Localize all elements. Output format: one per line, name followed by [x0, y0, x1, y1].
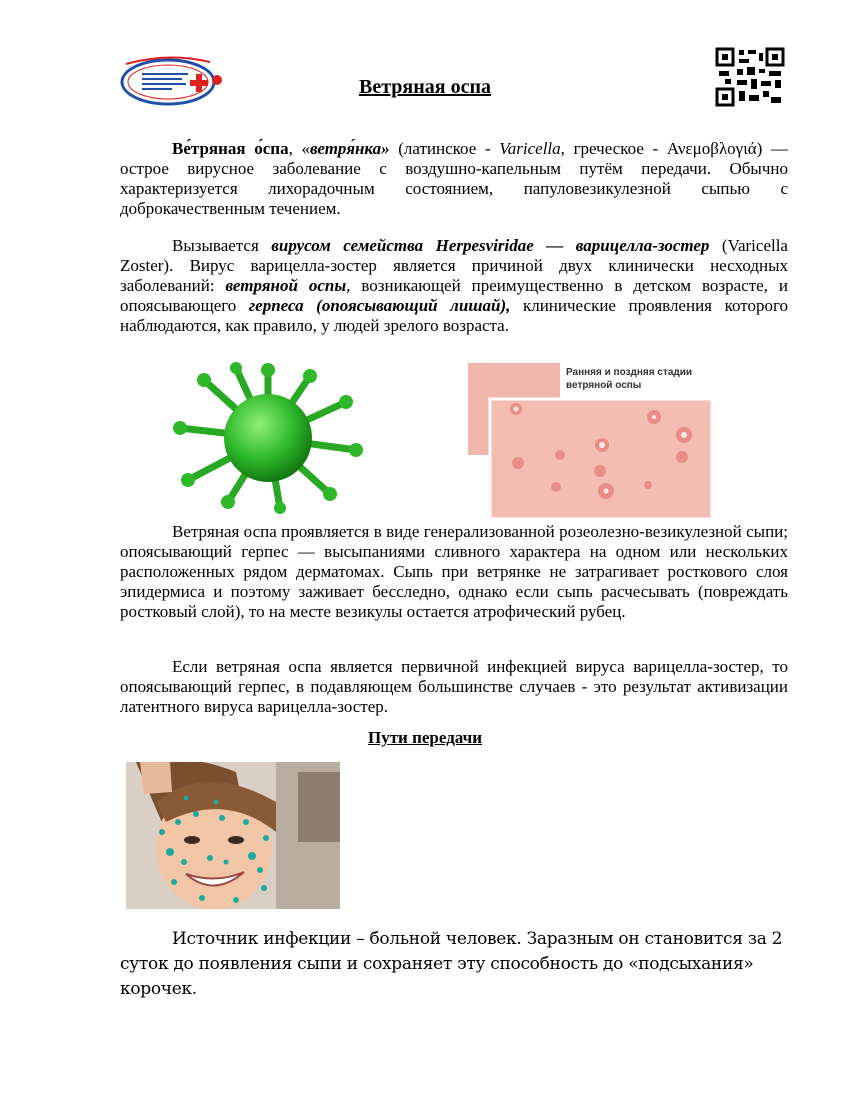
section-title: Пути передачи [367, 728, 483, 747]
intro-separator: , « [288, 139, 310, 158]
child-photo [126, 762, 340, 909]
virus-illustration [170, 362, 366, 514]
skin-rash-photo [468, 363, 712, 519]
skin-caption-line1: Ранняя и поздняя стадии [566, 367, 693, 378]
cause-text-2: (Varicella Zoster). Вирус варицелла-зостер является причиной двух клинически несходных заболеваний: [120, 236, 788, 295]
disease-chickenpox: ветряной оспы [225, 276, 347, 295]
cause-text-4: клинические проявления которого наблюдаются, как правило, у людей зрелого возраста. [120, 296, 788, 335]
intro-text-2: , греческое - Ανεμοβλογιά) — острое вирусное заболевание с воздушно-капельным путём передачи. Обычно характеризуется лихорадочным состоянием, папуловезикулезной сыпью с доброкачественным течением. [120, 139, 788, 218]
disease-herpes: герпеса (опоясывающий лишай), [248, 296, 511, 315]
manifestation-paragraph: Ветряная оспа проявляется в виде генерализованной розеолезно-везикулезной сыпи; опоясывающий герпес — высыпаниями сливного характера на одном или нескольких расположенных рядом дерматомах. Сыпь при ветрянке не затрагивает росткового слоя эпидермиса и поэтому заживает бесследно, однако если сыпь расчесывать (повреждать ростковый слой), то на месте везикулы остается атрофический рубец. [120, 522, 788, 621]
cause-text-3: , возникающей преимущественно в детском возрасте, и опоясывающего [120, 276, 788, 315]
reactivation-paragraph: Если ветряная оспа является первичной инфекцией вируса варицелла-зостер, то опоясывающий герпес, в подавляющем большинстве случаев - это результат активизации латентного вируса варицелла-зостер. [120, 657, 788, 716]
skin-caption-line2: ветряной оспы [566, 380, 642, 391]
latin-name: Varicella [499, 139, 561, 158]
source-paragraph: Источник инфекции – больной человек. Заразным он становится за 2 суток до появления сыпи и сохраняет эту способность до «подсыхания» корочек. [120, 929, 783, 999]
intro-text-1: (латинское - [389, 139, 500, 158]
term-alt-name: ветря́нка» [309, 139, 390, 158]
virus-agent: вирусом семейства Herpesviridae — варицелла-зостер [271, 236, 710, 255]
cause-text-1: Вызывается [172, 236, 272, 255]
cause-paragraph [120, 236, 788, 336]
page-title: Ветряная оспа [359, 76, 491, 98]
term-name: Ве́тряная о́спа [172, 139, 289, 158]
intro-paragraph [120, 139, 788, 219]
